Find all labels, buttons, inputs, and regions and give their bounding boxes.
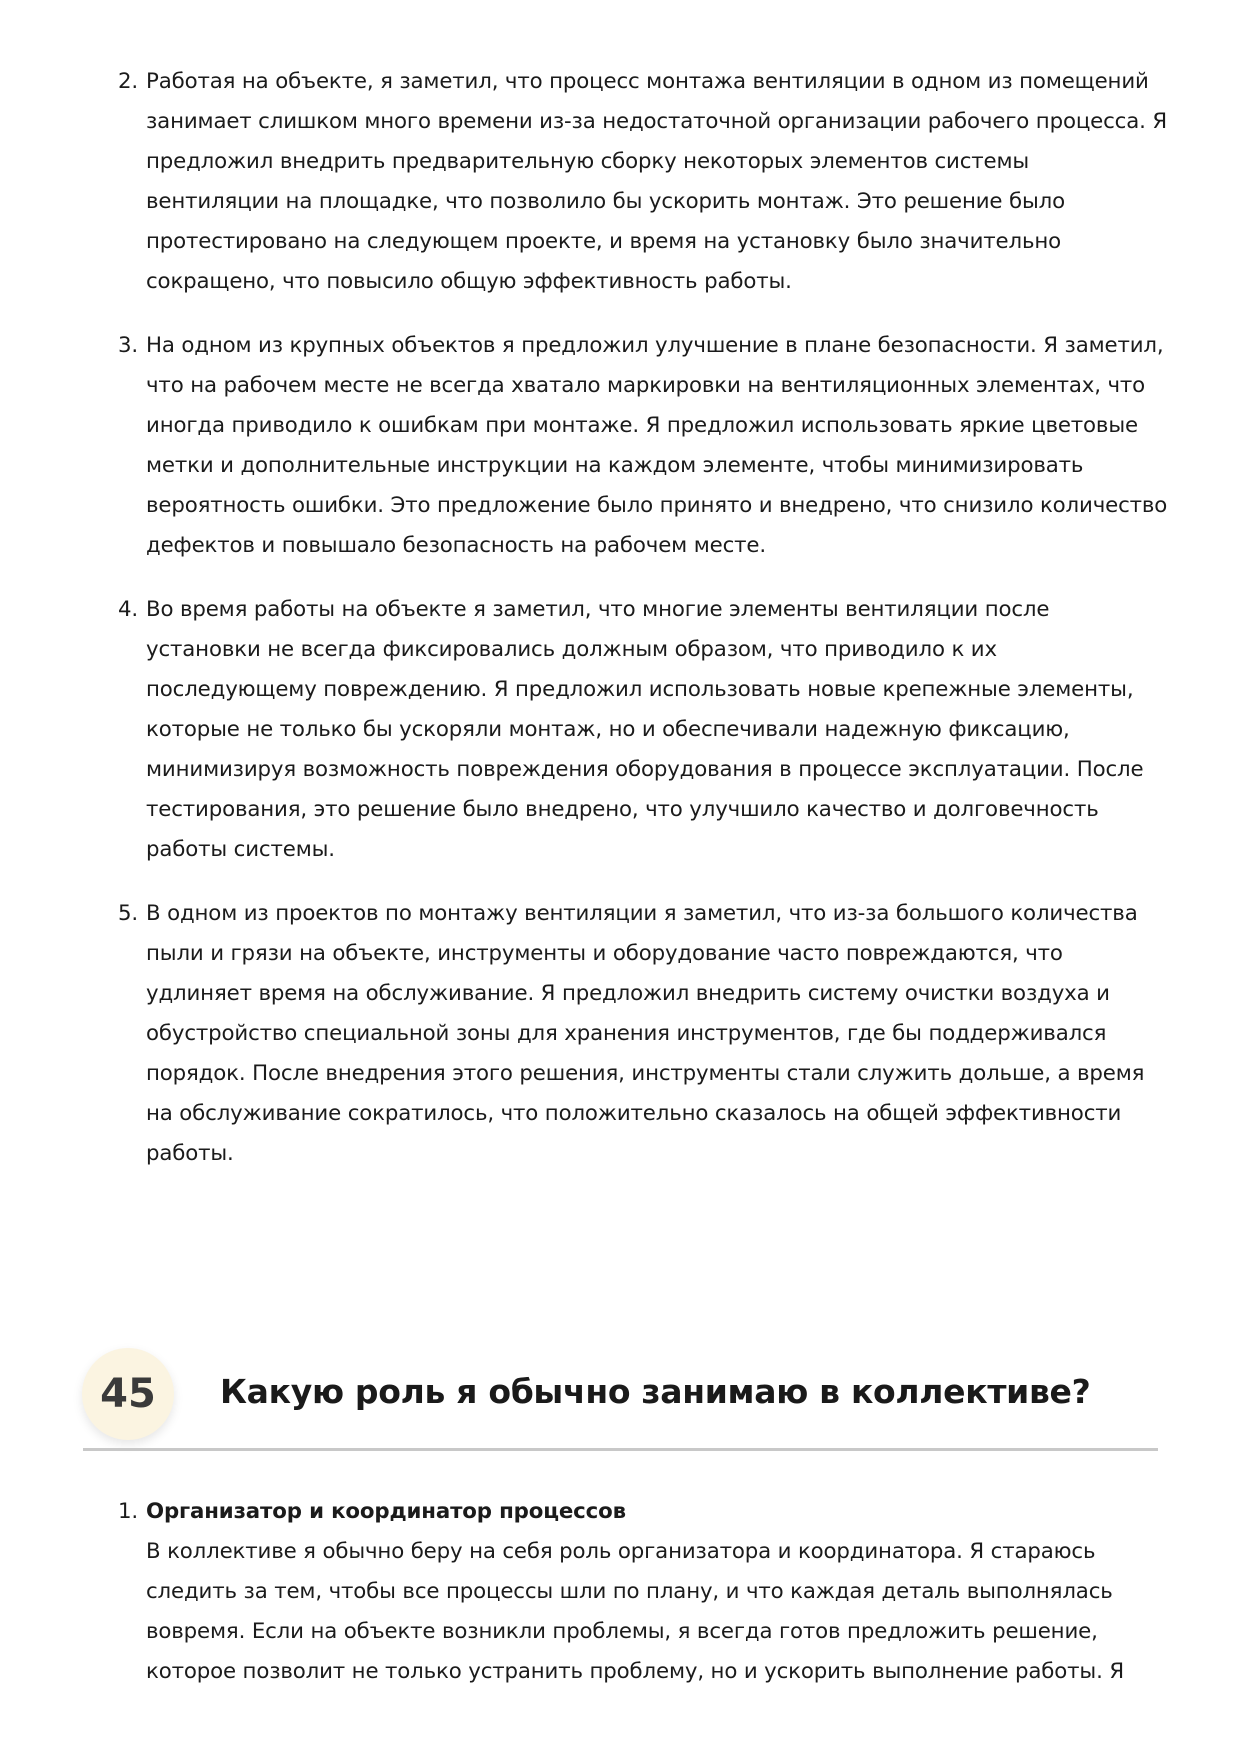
list-item	[118, 1492, 1168, 1692]
list-item-text: В одном из проектов по монтажу вентиляции я заметил, что из-за большого количества пыли и грязи на объекте, инструменты и оборудование часто повреждаются, что удлиняет время на обслуживание. Я предложил внедрить систему очистки воздуха и обустройство специальной зоны для хранения инструментов, где бы поддерживался порядок. После внедрения этого решения, инструменты стали служить дольше, а время на обслуживание сократилось, что положительно сказалось на общей эффективности работы.	[146, 901, 1145, 1166]
numbered-list-bottom	[118, 1492, 1168, 1716]
list-item-heading: Организатор и координатор процессов	[146, 1499, 626, 1524]
section-number-badge: 45	[82, 1348, 174, 1440]
section-header	[80, 1348, 1160, 1456]
section-title: Какую роль я обычно занимаю в коллективе?	[220, 1372, 1091, 1411]
list-item	[118, 62, 1168, 302]
list-item-text: В коллективе я обычно беру на себя роль организатора и координатора. Я стараюсь следить за тем, чтобы все процессы шли по плану, и что каждая деталь выполнялась вовремя. Если на объекте возникли проблемы, я всегда готов предложить решение, которое позволит не только устранить проблему, но и ускорить выполнение работы. Я	[146, 1539, 1124, 1684]
numbered-list-top	[118, 62, 1168, 1198]
list-item-number: 5.	[118, 901, 139, 926]
section-divider	[83, 1448, 1158, 1451]
list-item-text: На одном из крупных объектов я предложил улучшение в плане безопасности. Я заметил, что на рабочем месте не всегда хватало маркировки на вентиляционных элементах, что иногда приводило к ошибкам при монтаже. Я предложил использовать яркие цветовые метки и дополнительные инструкции на каждом элементе, чтобы минимизировать вероятность ошибки. Это предложение было принято и внедрено, что снизило количество дефектов и повышало безопасность на рабочем месте.	[146, 333, 1168, 558]
list-item	[118, 326, 1168, 566]
list-item-number: 1.	[118, 1499, 139, 1524]
list-item-number: 3.	[118, 333, 139, 358]
list-item-number: 4.	[118, 597, 139, 622]
list-item	[118, 894, 1168, 1174]
list-item-text: Работая на объекте, я заметил, что процесс монтажа вентиляции в одном из помещений занимает слишком много времени из-за недостаточной организации рабочего процесса. Я предложил внедрить предварительную сборку некоторых элементов системы вентиляции на площадке, что позволило бы ускорить монтаж. Это решение было протестировано на следующем проекте, и время на установку было значительно сокращено, что повысило общую эффективность работы.	[146, 69, 1168, 294]
list-item-text: Во время работы на объекте я заметил, что многие элементы вентиляции после установки не всегда фиксировались должным образом, что приводило к их последующему повреждению. Я предложил использовать новые крепежные элементы, которые не только бы ускоряли монтаж, но и обеспечивали надежную фиксацию, минимизируя возможность повреждения оборудования в процессе эксплуатации. После тестирования, это решение было внедрено, что улучшило качество и долговечность работы системы.	[146, 597, 1144, 862]
list-item-number: 2.	[118, 69, 139, 94]
list-item	[118, 590, 1168, 870]
